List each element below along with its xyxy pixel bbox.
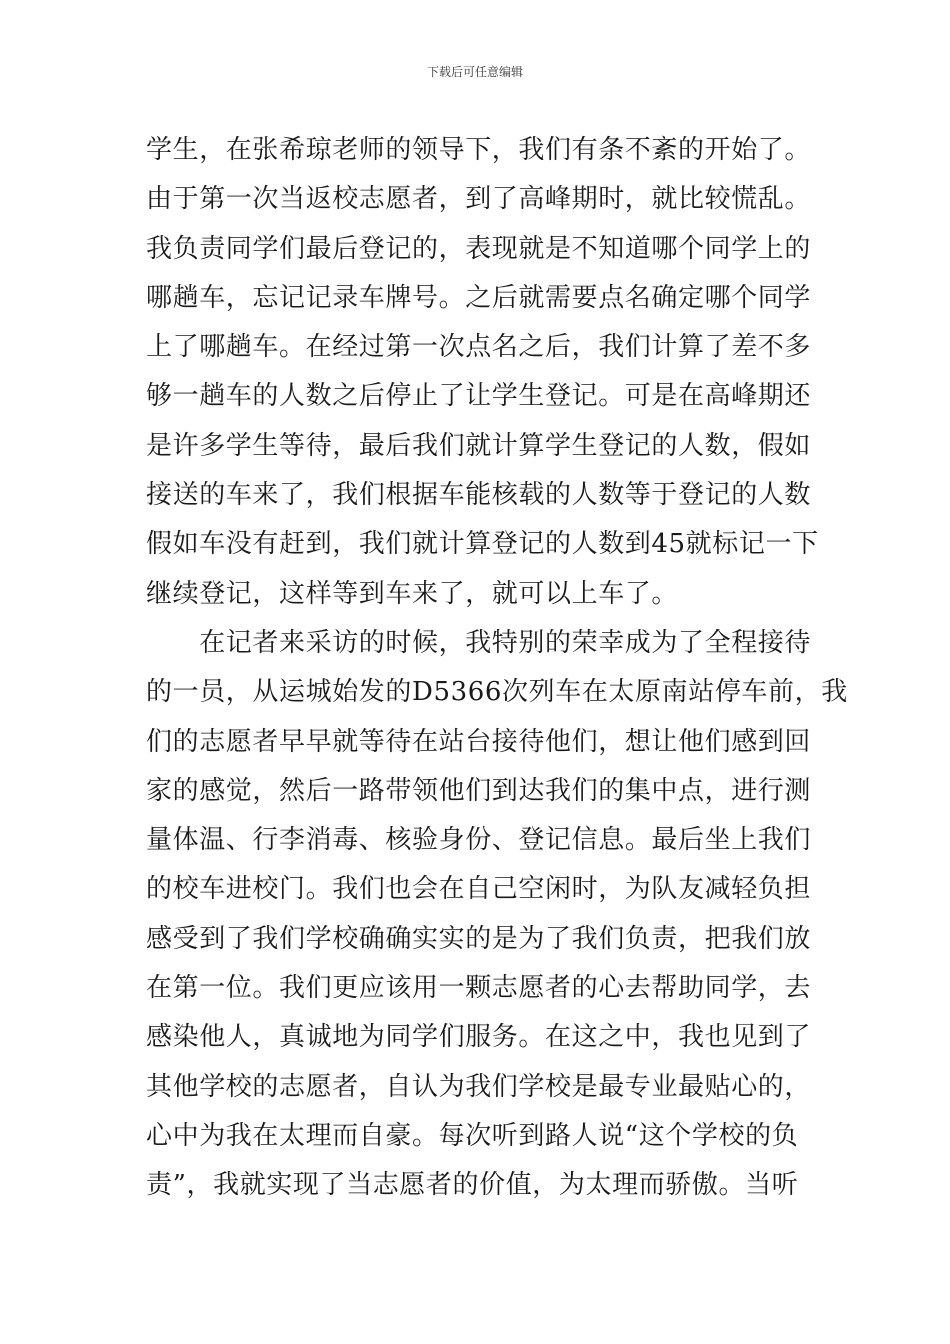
text-line: 的一员，从运城始发的D5366次列车在太原南站停车前，我: [146, 677, 848, 708]
text-line: 责”，我就实现了当志愿者的价值，为太理而骄傲。当听: [146, 1170, 799, 1201]
text-line: 继续登记，这样等到车来了，就可以上车了。: [146, 578, 679, 609]
text-line: 是许多学生等待，最后我们就计算学生登记的人数，假如: [146, 430, 812, 461]
text-line: 由于第一次当返校志愿者，到了高峰期时，就比较慌乱。: [146, 184, 812, 215]
text-line: 的校车进校门。我们也会在自己空闲时，为队友减轻负担: [146, 874, 812, 905]
text-line: 心中为我在太理而自豪。每次听到路人说“这个学校的负: [146, 1120, 799, 1151]
text-line: 哪趟车，忘记记录车牌号。之后就需要点名确定哪个同学: [146, 282, 812, 313]
text-line: 感受到了我们学校确确实实的是为了我们负责，把我们放: [146, 923, 812, 954]
text-line: 在第一位。我们更应该用一颗志愿者的心去帮助同学，去: [146, 973, 812, 1004]
text-line: 够一趟车的人数之后停止了让学生登记。可是在高峰期还: [146, 381, 812, 412]
paragraph-1: [146, 126, 819, 619]
text-line: 学生，在张希琼老师的领导下，我们有条不紊的开始了。: [146, 135, 812, 165]
text-line: 接送的车来了，我们根据车能核载的人数等于登记的人数: [146, 480, 812, 511]
text-line: 假如车没有赶到，我们就计算登记的人数到45就标记一下: [146, 529, 819, 560]
text-line: 在记者来采访的时候，我特别的荣幸成为了全程接待: [146, 627, 812, 658]
document-body: [146, 126, 848, 1211]
text-line: 感染他人，真诚地为同学们服务。在这之中，我也见到了: [146, 1022, 812, 1053]
text-line: 其他学校的志愿者，自认为我们学校是最专业最贴心的，: [146, 1071, 812, 1102]
text-line: 家的感觉，然后一路带领他们到达我们的集中点，进行测: [146, 775, 812, 806]
page-header: 下载后可任意编辑: [426, 65, 523, 79]
text-line: 我负责同学们最后登记的，表现就是不知道哪个同学上的: [146, 233, 812, 264]
paragraph-2: [146, 619, 848, 1211]
text-line: 上了哪趟车。在经过第一次点名之后，我们计算了差不多: [146, 332, 812, 363]
text-line: 量体温、行李消毒、核验身份、登记信息。最后坐上我们: [146, 825, 812, 856]
text-line: 们的志愿者早早就等待在站台接待他们，想让他们感到回: [146, 726, 812, 757]
